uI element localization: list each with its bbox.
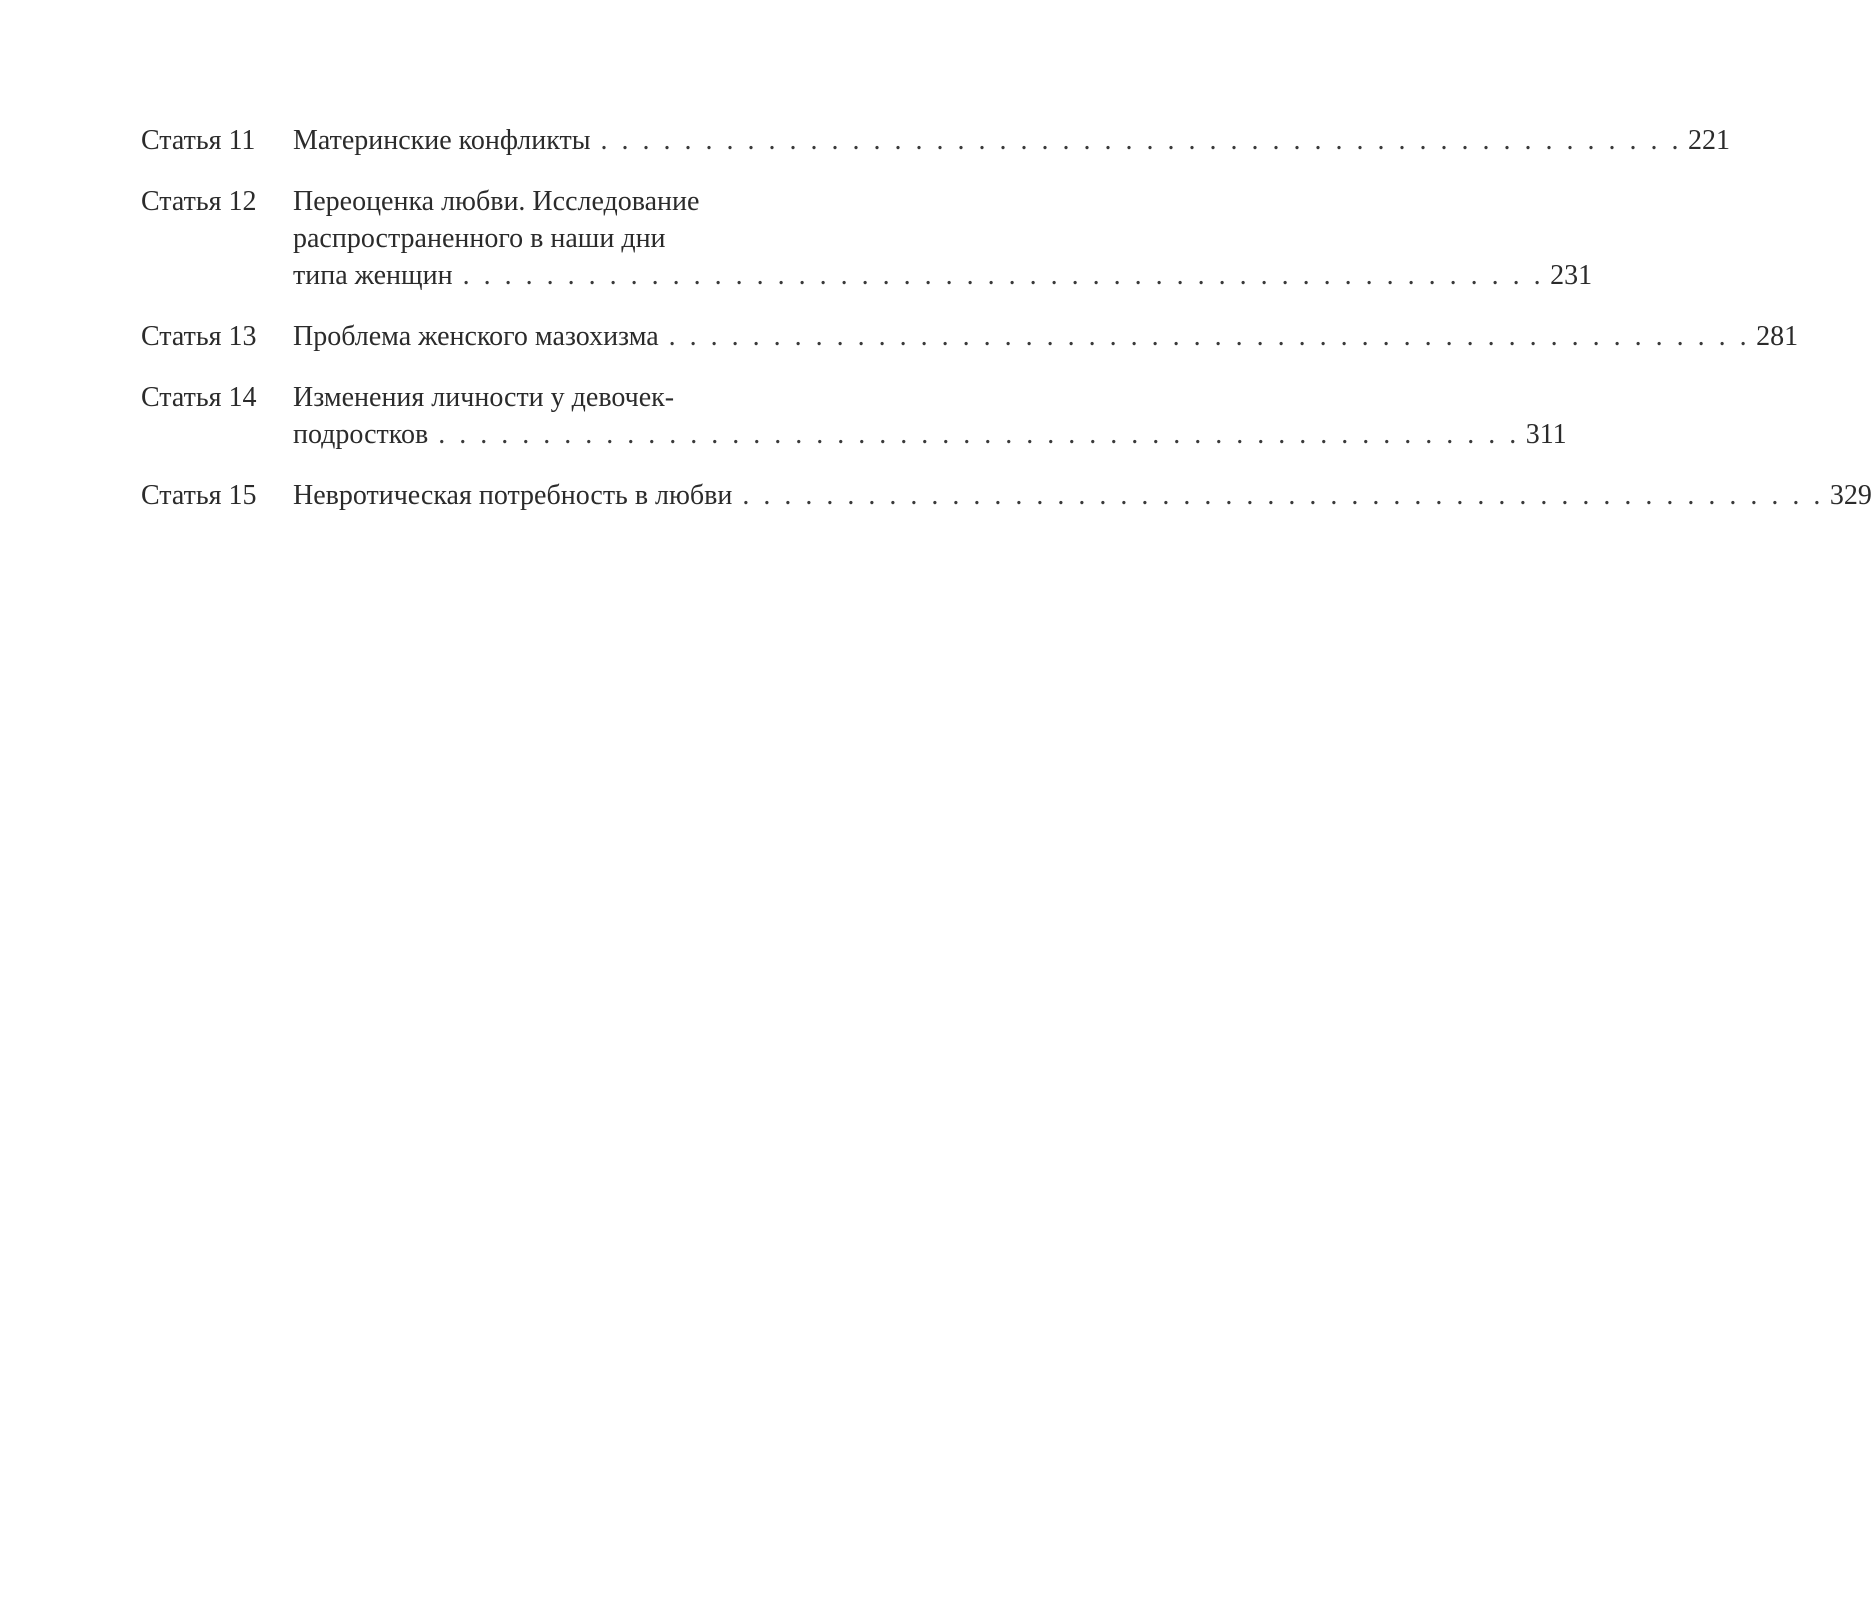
toc-entry-12 [141, 183, 1593, 294]
toc-entry-title [293, 183, 1592, 294]
toc-entry-page-number: 281 [1756, 321, 1799, 352]
toc-entry-label: Статья 11 [141, 125, 256, 156]
toc-entry-title-line: Материнские конфликты [293, 125, 591, 156]
dot-leader: . . . . . . . . . . . . . . . . . . . . . . . . . . . . . . . . . . . . . . . . . . . . . . . . . . . . [462, 260, 1545, 291]
toc-entry-11 [141, 122, 1731, 159]
toc-entry-page-number: 221 [1688, 125, 1731, 156]
toc-entry-title-line: Проблема женского мазохизма [293, 321, 659, 352]
toc-entry-label: Статья 14 [141, 382, 257, 413]
dot-leader: . . . . . . . . . . . . . . . . . . . . . . . . . . . . . . . . . . . . . . . . . . . . . . . . . . . . [438, 419, 1520, 450]
dot-leader: . . . . . . . . . . . . . . . . . . . . . . . . . . . . . . . . . . . . . . . . . . . . . . . . . . . . [668, 321, 1751, 352]
toc-entry-title-line: подростков [293, 419, 429, 450]
dot-leader: . . . . . . . . . . . . . . . . . . . . . . . . . . . . . . . . . . . . . . . . . . . . . . . . . . . . [742, 480, 1824, 511]
toc-entry-title [293, 318, 1798, 355]
toc-entry-title [293, 379, 1567, 453]
dot-leader: . . . . . . . . . . . . . . . . . . . . . . . . . . . . . . . . . . . . . . . . . . . . . . . . . . . . [600, 125, 1683, 156]
toc-entry-title-line: распространенного в наши дни [293, 223, 666, 254]
toc-entry-15 [141, 477, 1872, 514]
toc-entry-title [293, 477, 1872, 514]
toc-entry-title-line: Невротическая потребность в любви [293, 480, 733, 511]
toc-entry-title [293, 122, 1730, 159]
toc-entry-label: Статья 12 [141, 186, 257, 217]
toc-entry-page-number: 329 [1829, 480, 1872, 511]
toc-entry-page-number: 231 [1550, 260, 1593, 291]
toc-entry-title-line: Переоценка любви. Исследование [293, 186, 700, 217]
toc-entry-13 [141, 318, 1799, 355]
table-of-contents [141, 122, 1872, 538]
toc-entry-14 [141, 379, 1567, 453]
toc-entry-page-number: 311 [1525, 419, 1567, 450]
toc-entry-label: Статья 13 [141, 321, 257, 352]
toc-entry-label: Статья 15 [141, 480, 257, 511]
toc-entry-title-line: типа женщин [293, 260, 453, 291]
toc-entry-title-line: Изменения личности у девочек- [293, 382, 675, 413]
